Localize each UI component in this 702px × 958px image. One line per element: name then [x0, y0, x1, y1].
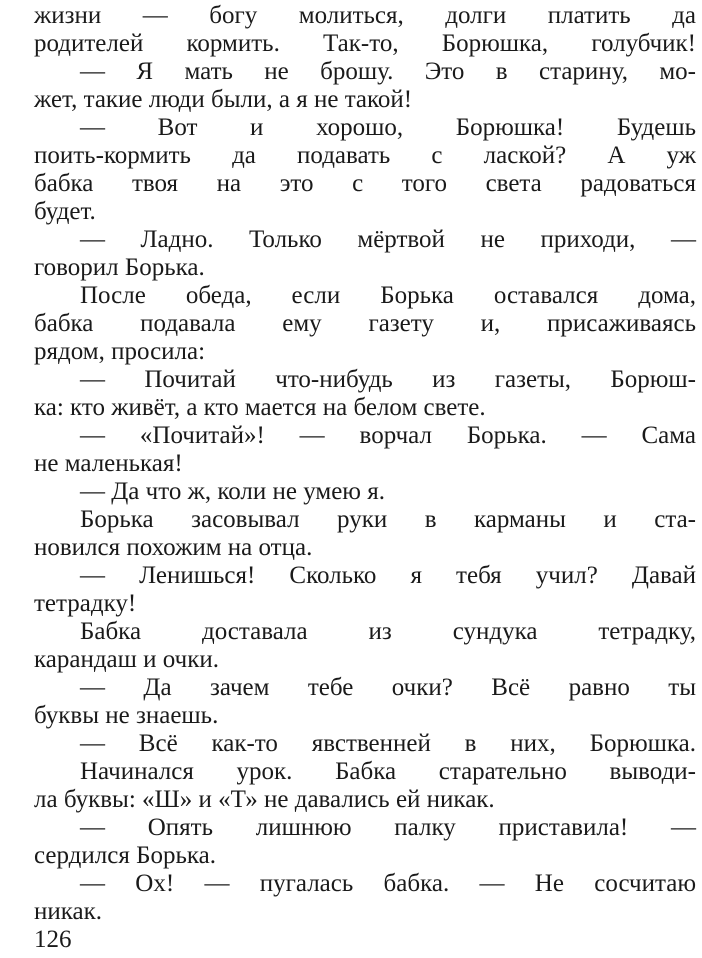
text-line: — Да зачем тебе очки? Всё равно ты	[80, 674, 696, 701]
text-line: будет.	[34, 198, 96, 225]
text-line: бабка подавала ему газету и, присаживаясь	[34, 310, 696, 337]
text-line: сердился Борька.	[34, 842, 216, 869]
text-line: поить-кормить да подавать с лаской? А уж	[34, 142, 696, 169]
text-line: никак.	[34, 898, 103, 925]
text-line: ка: кто живёт, а кто мается на белом свете.	[34, 394, 486, 421]
text-line: — Да что ж, коли не умею я.	[80, 478, 385, 505]
text-line: родителей кормить. Так-то, Борюшка, голубчик!	[34, 30, 696, 57]
book-page	[34, 0, 696, 958]
text-line: — Я мать не брошу. Это в старину, мо-	[80, 58, 696, 85]
text-line: — Ленишься! Сколько я тебя учил? Давай	[80, 562, 696, 589]
page-number: 126	[34, 926, 72, 953]
text-line: тетрадку!	[34, 590, 137, 617]
text-line: буквы не знаешь.	[34, 702, 219, 729]
text-line: Начинался урок. Бабка старательно выводи-	[80, 758, 696, 785]
text-line: — Почитай что-нибудь из газеты, Борюш-	[80, 366, 696, 393]
text-line: — Ладно. Только мёртвой не приходи, —	[80, 226, 696, 253]
text-line: бабка твоя на это с того света радоваться	[34, 170, 696, 197]
text-line: новился похожим на отца.	[34, 534, 313, 561]
text-line: жизни — богу молиться, долги платить да	[34, 2, 696, 29]
text-line: Борька засовывал руки в карманы и ста-	[80, 506, 696, 533]
text-line: ла буквы: «Ш» и «Т» не давались ей никак.	[34, 786, 495, 813]
text-line: Бабка доставала из сундука тетрадку,	[80, 618, 696, 645]
text-line: — Всё как-то явственней в них, Борюшка.	[80, 730, 696, 757]
text-line: рядом, просила:	[34, 338, 206, 365]
text-line: не маленькая!	[34, 450, 183, 477]
text-line: — «Почитай»! — ворчал Борька. — Сама	[80, 422, 696, 449]
text-line: жет, такие люди были, а я не такой!	[34, 86, 413, 113]
text-line: говорил Борька.	[34, 254, 205, 281]
text-line: — Ох! — пугалась бабка. — Не сосчитаю	[80, 870, 696, 897]
text-line: — Вот и хорошо, Борюшка! Будешь	[80, 114, 696, 141]
text-line: После обеда, если Борька оставался дома,	[80, 282, 696, 309]
text-line: — Опять лишнюю палку приставила! —	[80, 814, 696, 841]
text-line: карандаш и очки.	[34, 646, 219, 673]
